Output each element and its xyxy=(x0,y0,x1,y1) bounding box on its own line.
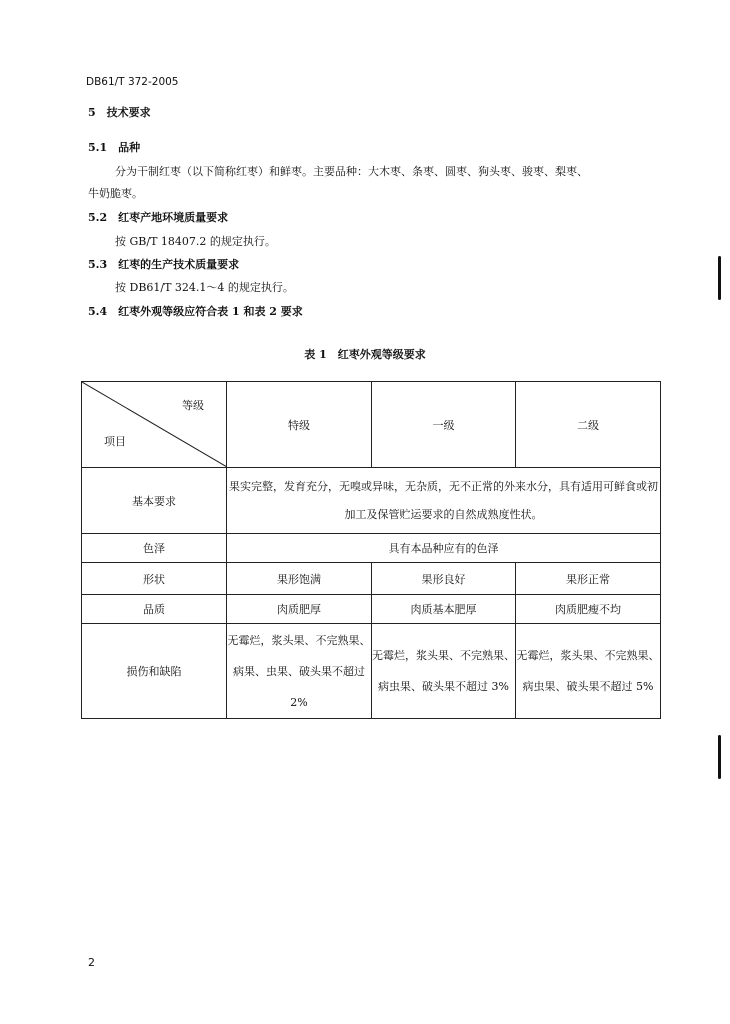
section-5-heading: 5 技术要求 xyxy=(88,106,151,119)
row-label-defect: 损伤和缺陷 xyxy=(82,624,227,719)
section-5-4-heading: 5.4 红枣外观等级应符合表 1 和表 2 要求 xyxy=(88,305,303,318)
basic-requirement-text: 果实完整，发育充分，无嗅或异味，无杂质，无不正常的外来水分，具有适用可鲜食或初加工及保管贮运要求的自然成熟度性状。 xyxy=(227,468,661,534)
grade-header-special: 特级 xyxy=(227,382,372,468)
table-row xyxy=(82,468,661,534)
defect-special: 无霉烂，浆头果、不完熟果、病果、虫果、破头果不超过 2% xyxy=(227,624,372,719)
corner-item-label: 项目 xyxy=(104,435,126,448)
table-row xyxy=(82,624,661,719)
section-5-2-heading: 5.2 红枣产地环境质量要求 xyxy=(88,211,229,224)
table-row xyxy=(82,595,661,624)
row-label-shape: 形状 xyxy=(82,563,227,595)
scan-edge-mark xyxy=(718,256,721,300)
defect-first: 无霉烂，浆头果、不完熟果、病虫果、破头果不超过 3% xyxy=(372,624,516,719)
page-number: 2 xyxy=(88,956,95,969)
shape-special: 果形饱满 xyxy=(227,563,372,595)
section-5-3-heading: 5.3 红枣的生产技术质量要求 xyxy=(88,258,240,271)
row-label-color: 色泽 xyxy=(82,534,227,563)
table-row xyxy=(82,534,661,563)
shape-second: 果形正常 xyxy=(516,563,661,595)
grade-table xyxy=(81,381,661,719)
table-caption: 表 1 红枣外观等级要求 xyxy=(304,348,426,361)
section-5-1-text-line2: 牛奶脆枣。 xyxy=(88,187,143,200)
section-5-3-text: 按 DB61/T 324.1～4 的规定执行。 xyxy=(115,281,294,294)
diagonal-divider xyxy=(82,382,227,467)
section-5-1-heading: 5.1 品种 xyxy=(88,141,141,154)
row-label-basic: 基本要求 xyxy=(82,468,227,534)
table-header-row xyxy=(82,382,661,468)
row-label-quality: 品质 xyxy=(82,595,227,624)
scan-edge-mark xyxy=(718,735,721,779)
document-code: DB61/T 372-2005 xyxy=(86,76,179,88)
grade-header-first: 一级 xyxy=(372,382,516,468)
grade-header-second: 二级 xyxy=(516,382,661,468)
quality-first: 肉质基本肥厚 xyxy=(372,595,516,624)
section-5-1-text-line1: 分为干制红枣（以下简称红枣）和鲜枣。主要品种：大木枣、条枣、圆枣、狗头枣、骏枣、梨枣、 xyxy=(115,165,588,178)
table-row xyxy=(82,563,661,595)
corner-cell xyxy=(82,382,227,468)
shape-first: 果形良好 xyxy=(372,563,516,595)
quality-special: 肉质肥厚 xyxy=(227,595,372,624)
color-requirement-text: 具有本品种应有的色泽 xyxy=(227,534,661,563)
section-5-2-text: 按 GB/T 18407.2 的规定执行。 xyxy=(115,235,276,248)
corner-grade-label: 等级 xyxy=(182,399,204,412)
quality-second: 肉质肥瘦不均 xyxy=(516,595,661,624)
defect-second: 无霉烂，浆头果、不完熟果、病虫果、破头果不超过 5% xyxy=(516,624,661,719)
